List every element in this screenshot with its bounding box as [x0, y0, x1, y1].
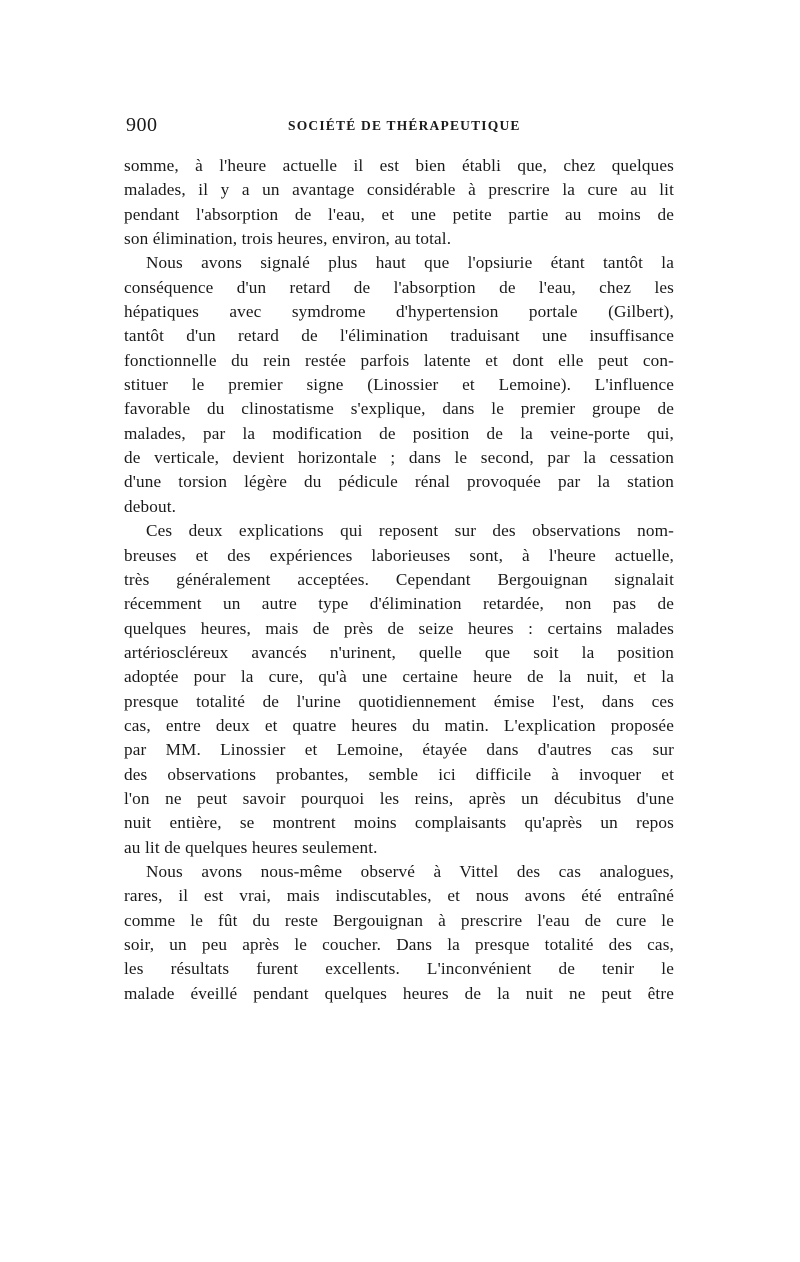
text-line: favorable du clinostatisme s'explique, dans le premier groupe de [124, 399, 674, 419]
text-line: soir, un peu après le coucher. Dans la presque totalité des cas, [124, 935, 674, 954]
journal-title: SOCIÉTÉ DE THÉRAPEUTIQUE [288, 118, 521, 133]
text-line: quelques heures, mais de près de seize heures : certains malades [124, 618, 674, 638]
text-line: pendant l'absorption de l'eau, et une petite partie au moins de [124, 204, 674, 224]
running-head [126, 114, 674, 140]
text-line: tantôt d'un retard de l'élimination traduisant une insuffisance [124, 326, 674, 346]
text-line: stituer le premier signe (Linossier et Lemoine). L'influence [124, 375, 674, 395]
text-line: malades, par la modification de position de la veine-porte qui, [124, 423, 674, 443]
text-line: comme le fût du reste Bergouignan à prescrire l'eau de cure le [124, 910, 674, 930]
text-line: au lit de quelques heures seulement. [124, 837, 378, 857]
text-line: rares, il est vrai, mais indiscutables, et nous avons été entraîné [124, 886, 674, 906]
text-line: l'on ne peut savoir pourquoi les reins, après un décubitus d'une [124, 788, 674, 808]
text-line: Nous avons nous-même observé à Vittel des cas analogues, [146, 861, 674, 881]
text-line: artérioscléreux avancés n'urinent, quelle que soit la position [124, 642, 674, 662]
text-line: presque totalité de l'urine quotidiennement émise l'est, dans ces [124, 691, 674, 711]
text-line: hépatiques avec symdrome d'hypertension portale (Gilbert), [124, 302, 674, 322]
text-line: par MM. Linossier et Lemoine, étayée dans d'autres cas sur [124, 740, 674, 760]
text-line: malades, il y a un avantage considérable à prescrire la cure au lit [124, 180, 674, 200]
text-line: somme, à l'heure actuelle il est bien établi que, chez quelques [124, 156, 674, 175]
text-line: son élimination, trois heures, environ, au total. [124, 229, 452, 249]
text-line: de verticale, devient horizontale ; dans le second, par la cessation [124, 448, 674, 468]
text-line: Nous avons signalé plus haut que l'opsiurie étant tantôt la [146, 253, 674, 273]
text-line: conséquence d'un retard de l'absorption de l'eau, chez les [124, 277, 674, 297]
page-number: 900 [126, 114, 158, 136]
text-line: d'une torsion légère du pédicule rénal provoquée par la station [124, 472, 674, 492]
text-line: breuses et des expériences laborieuses sont, à l'heure actuelle, [124, 545, 674, 565]
text-line: adoptée pour la cure, qu'à une certaine heure de la nuit, et la [124, 667, 674, 687]
text-line: Ces deux explications qui reposent sur des observations nom- [146, 521, 674, 541]
body-text [124, 154, 674, 1006]
text-line: très généralement acceptées. Cependant Bergouignan signalait [124, 569, 674, 589]
text-line: récemment un autre type d'élimination retardée, non pas de [124, 594, 674, 614]
text-line: fonctionnelle du rein restée parfois latente et dont elle peut con- [124, 350, 674, 370]
text-line: des observations probantes, semble ici difficile à invoquer et [124, 764, 674, 784]
text-line: cas, entre deux et quatre heures du matin. L'explication proposée [124, 715, 674, 735]
text-line: malade éveillé pendant quelques heures de la nuit ne peut être [124, 983, 674, 1003]
text-line: les résultats furent excellents. L'inconvénient de tenir le [124, 959, 674, 979]
text-line: debout. [124, 496, 177, 516]
text-line: nuit entière, se montrent moins complaisants qu'après un repos [124, 813, 674, 833]
